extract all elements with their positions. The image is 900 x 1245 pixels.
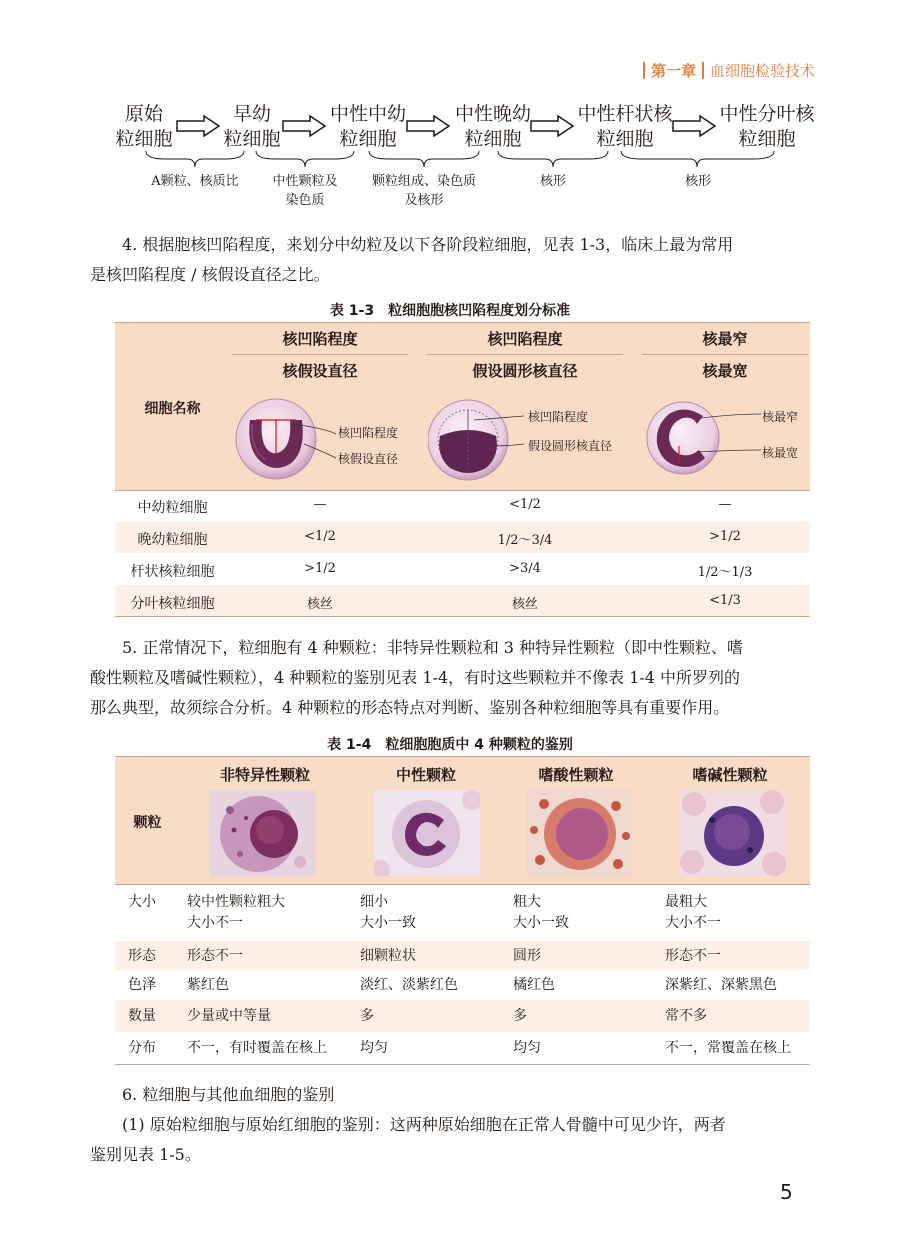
flow-note: 颗粒组成、染色质 及核形 (371, 174, 476, 208)
micrograph-neutrophilic-granule (374, 790, 480, 876)
table-rule (115, 616, 810, 617)
brace-mark (497, 150, 609, 168)
col-header-bottom: 核最宽 (702, 362, 748, 380)
arrow-icon (406, 115, 450, 137)
col-header: 非特异性颗粒 (219, 766, 310, 784)
flow-stage: 中性分叶核 粒细胞 (719, 103, 815, 150)
micrograph-basophilic-granule (680, 790, 786, 876)
brace-mark (368, 150, 480, 168)
flow-stage: 中性杆状核 粒细胞 (577, 103, 673, 150)
brace-mark (255, 150, 355, 168)
brace-mark (145, 150, 245, 168)
header-divider (702, 62, 704, 79)
diagram-label: 假设圆形核直径 (528, 439, 613, 453)
cell-diagram-metamyelocyte (428, 394, 528, 486)
header-rule (642, 354, 808, 355)
arrow-icon (176, 115, 220, 137)
running-header (643, 60, 815, 81)
diagram-label: 核假设直径 (338, 452, 399, 466)
diagram-label: 核最宽 (762, 446, 799, 460)
col-header: 嗜碱性颗粒 (692, 766, 768, 784)
flow-stage: 中性中幼 粒细胞 (329, 103, 406, 150)
chapter-label: 第一章 (650, 62, 696, 80)
paragraph-6: 6. 粒细胞与其他血细胞的鉴别 (1) 原始粒细胞与原始红细胞的鉴别：这两种原始细胞在正常人骨髓中可见少许，两者 鉴别见表 1-5。 (90, 1080, 810, 1170)
col-header: 嗜酸性颗粒 (538, 766, 614, 784)
table-rule (115, 1064, 810, 1065)
table-rule (115, 490, 810, 491)
micrograph-eosinophilic-granule (526, 790, 632, 876)
diagram-label: 核凹陷程度 (338, 426, 399, 440)
table-rule (115, 884, 810, 885)
col-header-top: 核凹陷程度 (282, 330, 358, 348)
table-rule (115, 756, 810, 757)
page-number: 5 (780, 1180, 793, 1204)
arrow-icon (530, 115, 574, 137)
flow-note: A颗粒、核质比 (151, 174, 239, 189)
cell-diagram-band (645, 394, 765, 484)
diagram-label: 核最窄 (762, 410, 799, 424)
col-header-bottom: 假设圆形核直径 (472, 362, 578, 380)
micrograph-nonspecific-granule (210, 790, 316, 876)
table-rule (115, 322, 810, 323)
header-divider (643, 62, 645, 79)
diagram-label: 核凹陷程度 (528, 410, 589, 424)
subsection-title: 6. 粒细胞与其他血细胞的鉴别 (122, 1085, 335, 1104)
table-1-3-caption: 表 1-3 粒细胞胞核凹陷程度划分标准 (329, 303, 571, 319)
col-header-bottom: 核假设直径 (282, 362, 358, 380)
flow-stage: 中性晚幼 粒细胞 (454, 103, 531, 150)
col-header: 中性颗粒 (395, 766, 456, 784)
table-1-4-caption: 表 1-4 粒细胞胞质中 4 种颗粒的鉴别 (327, 737, 573, 753)
flow-note: 中性颗粒及 染色质 (272, 174, 338, 208)
paragraph-5: 5. 正常情况下，粒细胞有 4 种颗粒：非特异性颗粒和 3 种特异性颗粒（即中性颗粒、嗜 酸性颗粒及嗜碱性颗粒），4 种颗粒的鉴别见表 1-4，有时这些颗粒并不像表 1-4 中所罗列的 那么典型，故须综合分析。4 种颗粒的形态特点对判断、鉴别各种粒细胞等具有重要作用。 (90, 638, 744, 717)
row-header: 细胞名称 (144, 401, 201, 417)
arrow-icon (672, 115, 716, 137)
col-header-top: 核最窄 (702, 330, 748, 348)
header-rule (427, 354, 623, 355)
row-header: 颗粒 (133, 815, 162, 831)
paragraph-4: 4. 根据胞核凹陷程度，来划分中幼粒及以下各阶段粒细胞，见表 1-3，临床上最为常用 是核凹陷程度 / 核假设直径之比。 (90, 235, 734, 284)
flow-stage: 原始 粒细胞 (115, 103, 173, 150)
flow-stage: 早幼 粒细胞 (223, 103, 281, 150)
col-header-top: 核凹陷程度 (487, 330, 563, 348)
flow-note: 核形 (684, 174, 711, 189)
section-label: 血细胞检验技术 (709, 62, 815, 80)
header-rule (232, 354, 408, 355)
cell-diagram-myelocyte (232, 394, 342, 484)
arrow-icon (282, 115, 326, 137)
flow-note: 核形 (539, 174, 566, 189)
brace-mark (620, 150, 775, 168)
